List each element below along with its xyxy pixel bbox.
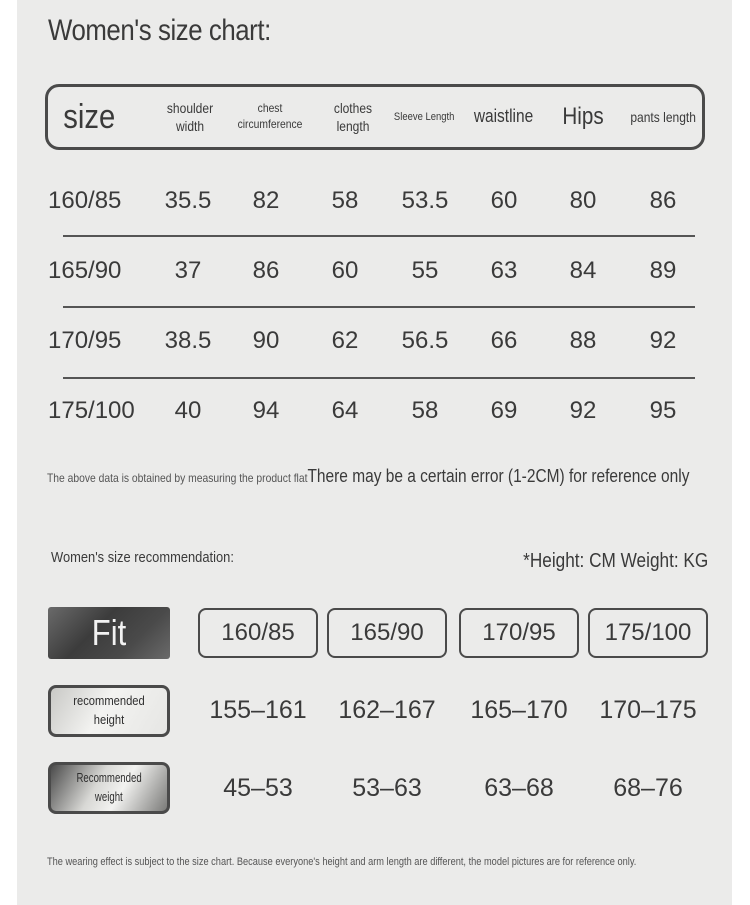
row-value: 89: [649, 257, 677, 284]
row-value: 82: [252, 187, 280, 214]
row-size: 170/95: [48, 327, 122, 354]
row-value: 63: [490, 257, 518, 284]
row-size: 165/90: [48, 257, 122, 284]
row-value: 60: [490, 187, 518, 214]
row-value: 94: [252, 397, 280, 424]
table-row: [17, 251, 732, 291]
row-value: 64: [331, 397, 359, 424]
row-value: 86: [649, 187, 677, 214]
size-option-box: 175/100: [588, 608, 708, 658]
size-option-box: 165/90: [327, 608, 447, 658]
header-waistline: waistline: [474, 106, 534, 127]
row-size: 175/100: [48, 397, 135, 424]
row-value: 80: [569, 187, 597, 214]
row-value: 58: [331, 187, 359, 214]
header-sleeve-length: Sleeve Length: [393, 110, 455, 123]
size-option-box: 160/85: [198, 608, 318, 658]
footer-note: The wearing effect is subject to the size chart. Because everyone's height and arm length are different, the model pictures are for reference only.: [47, 856, 637, 868]
row-value: 37: [174, 257, 202, 284]
row-value: 53.5: [401, 187, 449, 214]
row-value: 92: [649, 327, 677, 354]
height-range: 162–167: [338, 695, 436, 724]
weight-range: 63–68: [484, 773, 554, 802]
row-value: 40: [174, 397, 202, 424]
header-chest-circumference: chest circumference: [237, 101, 303, 131]
row-value: 86: [252, 257, 280, 284]
size-option-box: 170/95: [459, 608, 579, 658]
row-value: 88: [569, 327, 597, 354]
row-value: 92: [569, 397, 597, 424]
recommendation-title: Women's size recommendation:: [51, 549, 234, 566]
table-row: [17, 321, 732, 361]
size-chart-page: [17, 0, 732, 905]
row-value: 55: [411, 257, 439, 284]
row-value: 58: [411, 397, 439, 424]
row-value: 66: [490, 327, 518, 354]
row-divider: [63, 377, 695, 379]
height-range: 170–175: [599, 695, 697, 724]
header-clothes-length: clothes length: [333, 99, 373, 134]
measurement-note-small: The above data is obtained by measuring the product flat: [47, 471, 308, 485]
height-range: 155–161: [209, 695, 307, 724]
measurement-note-large: There may be a certain error (1-2CM) for reference only: [307, 466, 690, 486]
header-hips: Hips: [562, 103, 604, 131]
units-note: *Height: CM Weight: KG: [522, 550, 708, 572]
weight-range: 53–63: [352, 773, 422, 802]
weight-range: 68–76: [613, 773, 683, 802]
height-range: 165–170: [470, 695, 568, 724]
row-value: 56.5: [401, 327, 449, 354]
row-value: 90: [252, 327, 280, 354]
recommended-weight-label: Recommended weight: [48, 762, 170, 814]
row-value: 60: [331, 257, 359, 284]
fit-label: Fit: [48, 607, 170, 659]
header-shoulder-width: shoulder width: [166, 99, 214, 134]
measurement-note: [47, 466, 689, 487]
weight-range: 45–53: [223, 773, 293, 802]
row-value: 38.5: [164, 327, 212, 354]
recommended-height-label: recommended height: [48, 685, 170, 737]
row-divider: [63, 306, 695, 308]
header-pants-length: pants length: [630, 108, 696, 125]
row-value: 84: [569, 257, 597, 284]
table-row: [17, 391, 732, 431]
row-value: 69: [490, 397, 518, 424]
header-size: size: [62, 97, 116, 136]
table-row: [17, 181, 732, 221]
row-value: 95: [649, 397, 677, 424]
row-value: 62: [331, 327, 359, 354]
row-value: 35.5: [164, 187, 212, 214]
row-divider: [63, 235, 695, 237]
row-size: 160/85: [48, 187, 122, 214]
page-title: Women's size chart:: [48, 14, 271, 47]
